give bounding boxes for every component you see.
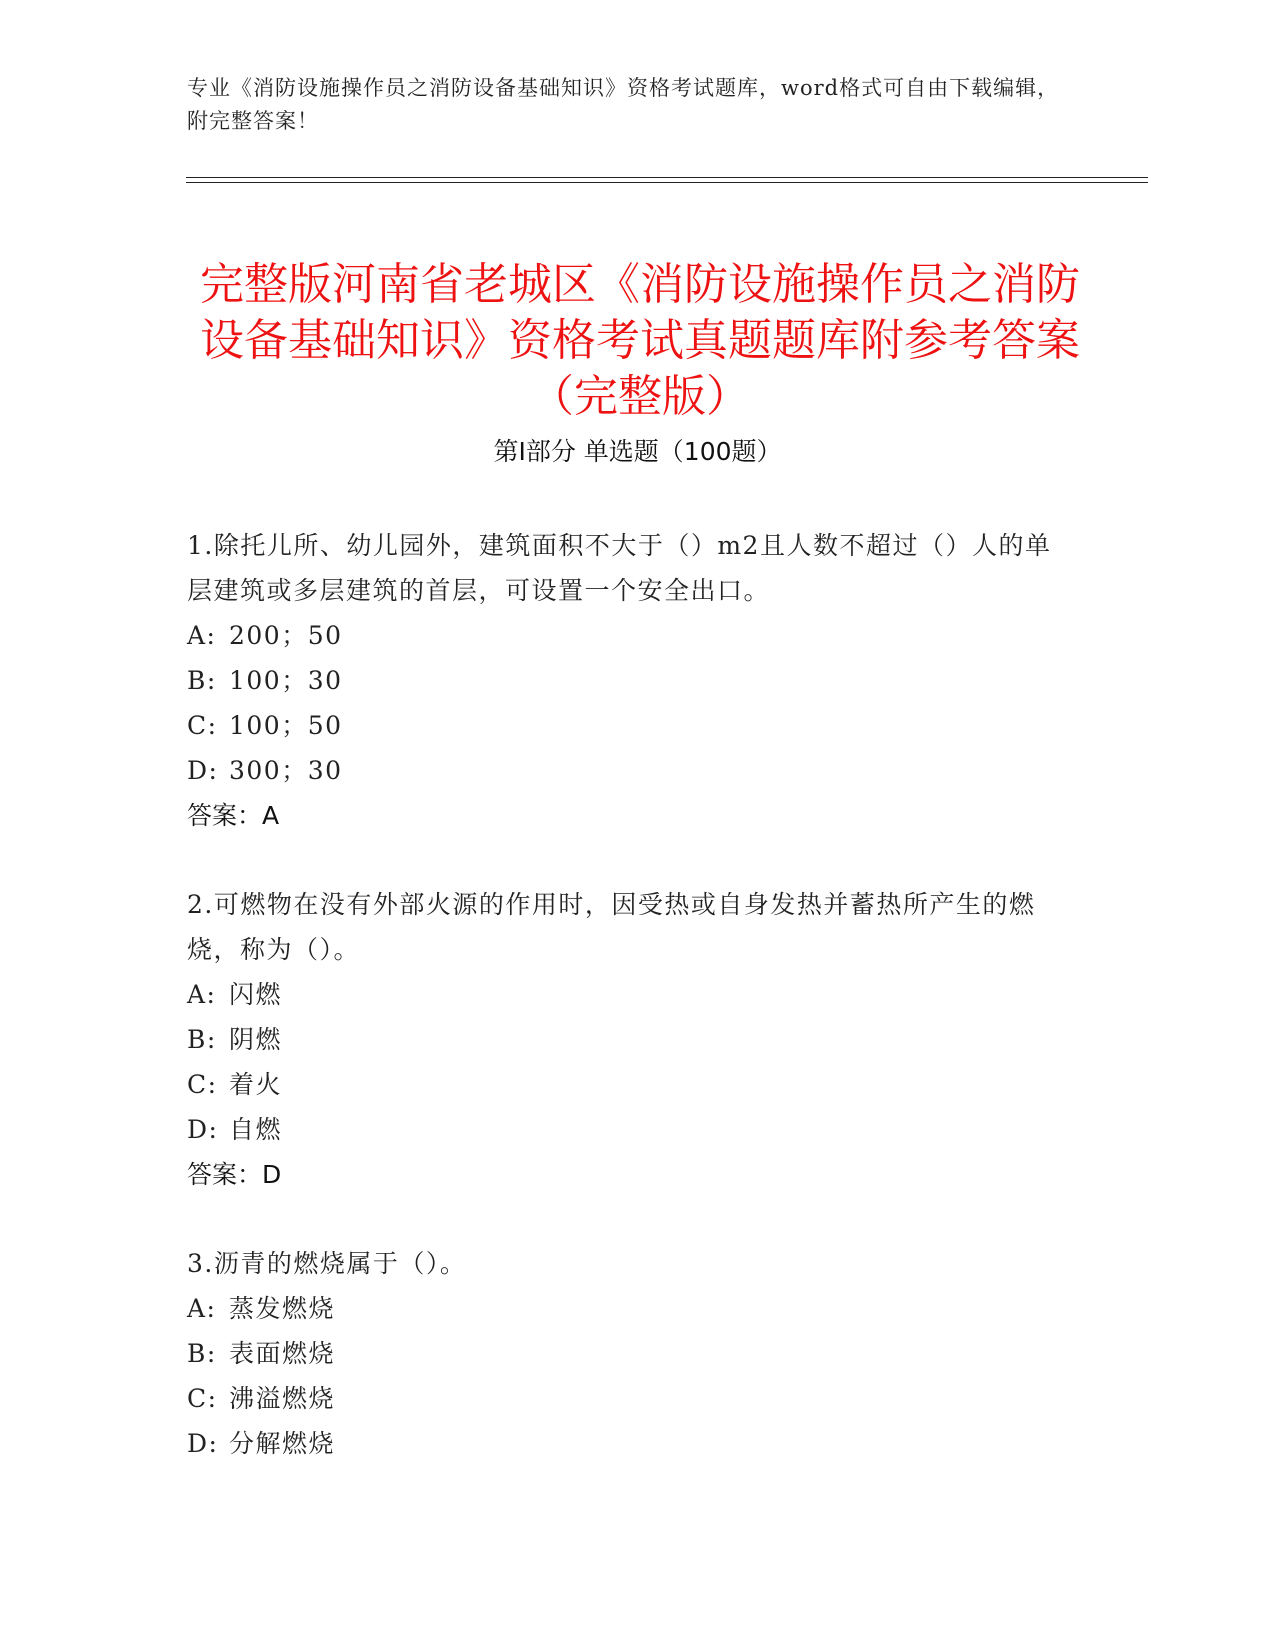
answer-option xyxy=(187,1286,1067,1331)
answer-line: 答案：D xyxy=(187,1160,282,1189)
question-stem: 2.可燃物在没有外部火源的作用时，因受热或自身发热并蓄热所产生的燃烧，称为（）。 xyxy=(187,890,1036,964)
header-divider-top xyxy=(186,177,1148,178)
answer-option xyxy=(187,748,1067,793)
option-key: C: xyxy=(187,711,218,740)
option-text: 蒸发燃烧 xyxy=(229,1294,336,1323)
option-text: 100；50 xyxy=(229,711,343,740)
answer-option xyxy=(187,658,1067,703)
option-key: D: xyxy=(187,1115,219,1144)
option-key: B: xyxy=(187,1339,217,1368)
option-text: 300；30 xyxy=(229,756,343,785)
question-item xyxy=(187,1241,1067,1466)
answer-option xyxy=(187,972,1067,1017)
option-text: 闪燃 xyxy=(229,980,283,1009)
question-stem: 3.沥青的燃烧属于（）。 xyxy=(187,1249,467,1278)
document-title: 完整版河南省老城区《消防设施操作员之消防设备基础知识》资格考试真题题库附参考答案（完整版） xyxy=(200,259,1080,423)
option-key: A: xyxy=(187,980,217,1009)
option-key: D: xyxy=(187,1429,219,1458)
header-divider-bottom xyxy=(186,182,1148,183)
answer-option xyxy=(187,1376,1067,1421)
answer-line: 答案：A xyxy=(187,801,280,830)
section-title: 第Ⅰ部分 单选题（100题） xyxy=(493,437,782,466)
option-key: C: xyxy=(187,1384,218,1413)
answer-option xyxy=(187,1017,1067,1062)
answer-option xyxy=(187,703,1067,748)
answer-option xyxy=(187,1107,1067,1152)
option-text: 阴燃 xyxy=(229,1025,283,1054)
option-key: B: xyxy=(187,1025,217,1054)
option-text: 表面燃烧 xyxy=(229,1339,336,1368)
option-text: 200；50 xyxy=(229,621,343,650)
option-text: 着火 xyxy=(229,1070,283,1099)
option-text: 自燃 xyxy=(229,1115,283,1144)
option-key: D: xyxy=(187,756,219,785)
option-text: 沸溢燃烧 xyxy=(229,1384,336,1413)
answer-option xyxy=(187,613,1067,658)
question-item xyxy=(187,523,1067,838)
option-key: C: xyxy=(187,1070,218,1099)
question-stem: 1.除托儿所、幼儿园外，建筑面积不大于（）m2且人数不超过（）人的单层建筑或多层建筑的首层，可设置一个安全出口。 xyxy=(187,531,1052,605)
option-key: A: xyxy=(187,1294,217,1323)
answer-option xyxy=(187,1062,1067,1107)
option-text: 100；30 xyxy=(229,666,343,695)
question-item xyxy=(187,882,1067,1197)
option-text: 分解燃烧 xyxy=(229,1429,336,1458)
question-list xyxy=(187,523,1067,1510)
header-note: 专业《消防设施操作员之消防设备基础知识》资格考试题库，word格式可自由下载编辑，附完整答案！ xyxy=(187,76,1060,133)
answer-option xyxy=(187,1331,1067,1376)
option-key: B: xyxy=(187,666,217,695)
option-key: A: xyxy=(187,621,217,650)
answer-option xyxy=(187,1421,1067,1466)
